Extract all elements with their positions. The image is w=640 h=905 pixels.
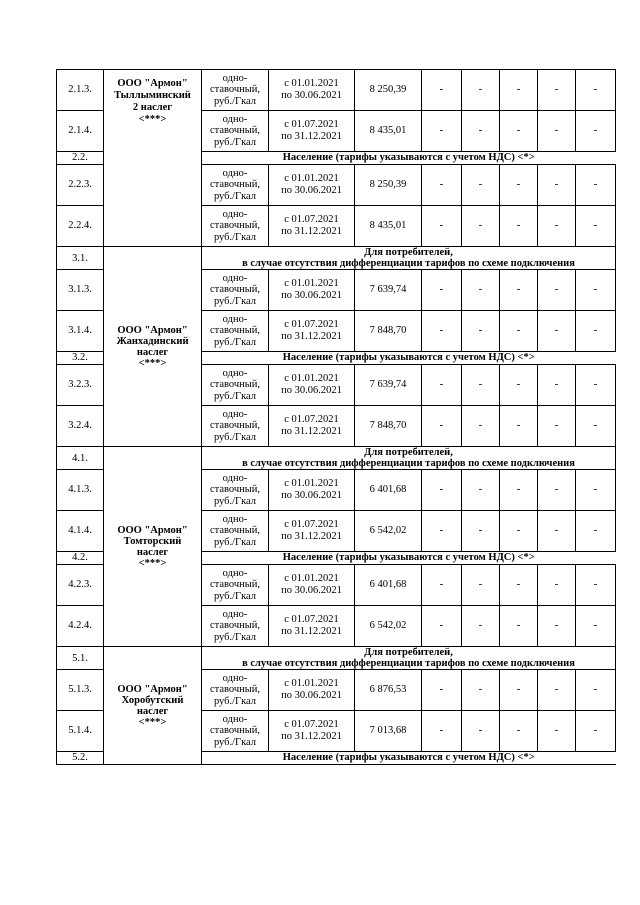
line: ставочный, xyxy=(209,525,261,537)
dash-cell: - xyxy=(462,511,500,552)
price: 6 542,02 xyxy=(355,606,422,647)
tariff-type xyxy=(202,670,269,711)
row-number: 5.1.4. xyxy=(57,711,104,752)
tariff-type xyxy=(202,606,269,647)
price: 8 435,01 xyxy=(355,206,422,247)
line: ставочный, xyxy=(209,579,261,591)
line: одно- xyxy=(222,272,248,284)
dash-cell: - xyxy=(576,670,616,711)
line: одно- xyxy=(222,167,248,179)
line: руб./Гкал xyxy=(213,590,257,602)
line: ООО "Армон" xyxy=(117,78,188,89)
row-number: 3.2.3. xyxy=(57,365,104,406)
tariff-type xyxy=(202,270,269,311)
organization-name xyxy=(104,447,202,647)
dash-cell: - xyxy=(422,511,462,552)
line: руб./Гкал xyxy=(213,736,257,748)
row-number: 3.1.3. xyxy=(57,270,104,311)
line: Жанхадинский xyxy=(116,335,189,347)
row-number: 2.2.3. xyxy=(57,165,104,206)
dash-cell: - xyxy=(538,406,576,447)
price: 8 250,39 xyxy=(355,165,422,206)
line: руб./Гкал xyxy=(213,336,257,348)
line: одно- xyxy=(222,208,248,220)
dash-cell: - xyxy=(538,711,576,752)
dash-cell: - xyxy=(422,470,462,511)
row-number: 2.1.4. xyxy=(57,111,104,152)
consumers-header xyxy=(202,647,616,670)
line: ставочный, xyxy=(209,220,261,232)
dash-cell: - xyxy=(576,511,616,552)
line: по 31.12.2021 xyxy=(281,731,342,742)
price: 7 013,68 xyxy=(355,711,422,752)
period xyxy=(269,406,355,447)
consumers-row xyxy=(57,247,616,270)
tariff-type xyxy=(202,565,269,606)
line: с 01.01.2021 xyxy=(284,478,339,490)
line: с 01.07.2021 xyxy=(284,319,339,331)
price: 7 639,74 xyxy=(355,365,422,406)
dash-cell: - xyxy=(500,606,538,647)
dash-cell: - xyxy=(462,270,500,311)
dash-cell: - xyxy=(576,365,616,406)
price: 6 401,68 xyxy=(355,470,422,511)
consumers-row xyxy=(57,647,616,670)
line: с 01.07.2021 xyxy=(284,614,339,626)
dash-cell: - xyxy=(422,111,462,152)
row-number: 3.1. xyxy=(57,247,104,270)
dash-cell: - xyxy=(576,470,616,511)
line: Тыллыминский xyxy=(114,90,191,101)
line: с 01.01.2021 xyxy=(284,78,339,90)
tariff-type xyxy=(202,165,269,206)
line: руб./Гкал xyxy=(213,95,257,107)
dash-cell: - xyxy=(538,70,576,111)
consumers-header xyxy=(202,447,616,470)
line: с 01.07.2021 xyxy=(284,119,339,131)
dash-cell: - xyxy=(576,711,616,752)
dash-cell: - xyxy=(422,270,462,311)
price: 8 250,39 xyxy=(355,70,422,111)
line: <***> xyxy=(138,114,167,125)
price: 6 401,68 xyxy=(355,565,422,606)
dash-cell: - xyxy=(576,206,616,247)
line: по 30.06.2021 xyxy=(281,490,342,501)
line: <***> xyxy=(138,557,167,569)
period xyxy=(269,470,355,511)
dash-cell: - xyxy=(538,311,576,352)
dash-cell: - xyxy=(422,206,462,247)
line: в случае отсутствия дифференциации тарифов по схеме подключения xyxy=(242,658,575,669)
tariff-type xyxy=(202,365,269,406)
line: одно- xyxy=(222,472,248,484)
line: в случае отсутствия дифференциации тарифов по схеме подключения xyxy=(242,258,575,269)
dash-cell: - xyxy=(538,206,576,247)
row-number: 5.1.3. xyxy=(57,670,104,711)
line: с 01.01.2021 xyxy=(284,573,339,585)
dash-cell: - xyxy=(500,165,538,206)
dash-cell: - xyxy=(538,111,576,152)
period xyxy=(269,165,355,206)
line: одно- xyxy=(222,672,248,684)
line: с 01.01.2021 xyxy=(284,278,339,290)
tariff-table xyxy=(56,69,616,765)
line: 2 наслег xyxy=(132,102,173,113)
dash-cell: - xyxy=(500,70,538,111)
line: одно- xyxy=(222,113,248,125)
line: наслег xyxy=(136,546,169,558)
line: по 31.12.2021 xyxy=(281,226,342,237)
period xyxy=(269,111,355,152)
organization-name xyxy=(104,70,202,247)
row-number: 5.1. xyxy=(57,647,104,670)
dash-cell: - xyxy=(500,711,538,752)
line: Для потребителей, xyxy=(364,247,453,258)
line: по 31.12.2021 xyxy=(281,131,342,142)
price: 7 848,70 xyxy=(355,406,422,447)
line: ставочный, xyxy=(209,420,261,432)
dash-cell: - xyxy=(462,365,500,406)
tariff-type xyxy=(202,206,269,247)
line: одно- xyxy=(222,313,248,325)
line: по 31.12.2021 xyxy=(281,426,342,437)
dash-cell: - xyxy=(422,165,462,206)
dash-cell: - xyxy=(462,111,500,152)
consumers-header xyxy=(202,247,616,270)
line: одно- xyxy=(222,408,248,420)
period xyxy=(269,70,355,111)
dash-cell: - xyxy=(500,470,538,511)
line: руб./Гкал xyxy=(213,536,257,548)
line: по 31.12.2021 xyxy=(281,626,342,637)
line: руб./Гкал xyxy=(213,390,257,402)
dash-cell: - xyxy=(500,511,538,552)
line: руб./Гкал xyxy=(213,295,257,307)
line: одно- xyxy=(222,72,248,84)
dash-cell: - xyxy=(500,270,538,311)
table-row xyxy=(57,70,616,111)
line: с 01.07.2021 xyxy=(284,519,339,531)
line: ставочный, xyxy=(209,325,261,337)
row-number: 5.2. xyxy=(57,752,104,765)
dash-cell: - xyxy=(500,111,538,152)
line: ставочный, xyxy=(209,179,261,191)
dash-cell: - xyxy=(576,565,616,606)
dash-cell: - xyxy=(462,311,500,352)
period xyxy=(269,711,355,752)
period xyxy=(269,270,355,311)
row-number: 2.2. xyxy=(57,152,104,165)
line: руб./Гкал xyxy=(213,631,257,643)
row-number: 4.1.4. xyxy=(57,511,104,552)
line: в случае отсутствия дифференциации тарифов по схеме подключения xyxy=(242,458,575,469)
period xyxy=(269,511,355,552)
dash-cell: - xyxy=(538,470,576,511)
line: ставочный, xyxy=(209,284,261,296)
dash-cell: - xyxy=(538,365,576,406)
dash-cell: - xyxy=(422,311,462,352)
tariff-type xyxy=(202,406,269,447)
dash-cell: - xyxy=(576,165,616,206)
tariff-type xyxy=(202,111,269,152)
dash-cell: - xyxy=(576,111,616,152)
line: ставочный, xyxy=(209,84,261,96)
period xyxy=(269,365,355,406)
line: одно- xyxy=(222,567,248,579)
line: с 01.07.2021 xyxy=(284,414,339,426)
dash-cell: - xyxy=(462,70,500,111)
price: 7 639,74 xyxy=(355,270,422,311)
price: 6 876,53 xyxy=(355,670,422,711)
line: по 31.12.2021 xyxy=(281,331,342,342)
row-number: 2.1.3. xyxy=(57,70,104,111)
dash-cell: - xyxy=(538,670,576,711)
line: одно- xyxy=(222,608,248,620)
organization-name xyxy=(104,647,202,765)
row-number: 4.2. xyxy=(57,552,104,565)
line: ставочный, xyxy=(209,620,261,632)
line: ставочный, xyxy=(209,484,261,496)
dash-cell: - xyxy=(576,606,616,647)
dash-cell: - xyxy=(462,165,500,206)
dash-cell: - xyxy=(462,406,500,447)
dash-cell: - xyxy=(462,206,500,247)
dash-cell: - xyxy=(462,565,500,606)
price: 7 848,70 xyxy=(355,311,422,352)
line: ООО "Армон" xyxy=(117,524,188,536)
row-number: 4.2.4. xyxy=(57,606,104,647)
line: одно- xyxy=(222,713,248,725)
line: <***> xyxy=(138,357,167,369)
line: по 30.06.2021 xyxy=(281,90,342,101)
dash-cell: - xyxy=(500,206,538,247)
row-number: 3.2.4. xyxy=(57,406,104,447)
line: Хоробутский xyxy=(121,694,184,706)
dash-cell: - xyxy=(538,165,576,206)
dash-cell: - xyxy=(500,565,538,606)
line: ООО "Армон" xyxy=(117,324,188,336)
row-number: 4.2.3. xyxy=(57,565,104,606)
dash-cell: - xyxy=(538,511,576,552)
dash-cell: - xyxy=(500,311,538,352)
price: 8 435,01 xyxy=(355,111,422,152)
dash-cell: - xyxy=(422,70,462,111)
line: одно- xyxy=(222,513,248,525)
dash-cell: - xyxy=(576,406,616,447)
line: руб./Гкал xyxy=(213,431,257,443)
period xyxy=(269,670,355,711)
line: с 01.01.2021 xyxy=(284,173,339,185)
dash-cell: - xyxy=(422,406,462,447)
dash-cell: - xyxy=(462,670,500,711)
dash-cell: - xyxy=(538,606,576,647)
row-number: 4.1.3. xyxy=(57,470,104,511)
line: руб./Гкал xyxy=(213,495,257,507)
population-header: Население (тарифы указываются с учетом НДС) <*> xyxy=(202,352,616,365)
line: с 01.07.2021 xyxy=(284,719,339,731)
line: по 30.06.2021 xyxy=(281,385,342,396)
dash-cell: - xyxy=(576,70,616,111)
row-number: 3.2. xyxy=(57,352,104,365)
tariff-type xyxy=(202,711,269,752)
line: <***> xyxy=(138,716,167,728)
dash-cell: - xyxy=(500,365,538,406)
line: ставочный, xyxy=(209,125,261,137)
period xyxy=(269,311,355,352)
tariff-type xyxy=(202,511,269,552)
price: 6 542,02 xyxy=(355,511,422,552)
dash-cell: - xyxy=(422,606,462,647)
dash-cell: - xyxy=(422,670,462,711)
line: одно- xyxy=(222,367,248,379)
row-number: 3.1.4. xyxy=(57,311,104,352)
row-number: 2.2.4. xyxy=(57,206,104,247)
line: Томторский xyxy=(123,535,182,547)
line: наслег xyxy=(136,705,169,717)
dash-cell: - xyxy=(500,406,538,447)
row-number: 4.1. xyxy=(57,447,104,470)
period xyxy=(269,206,355,247)
consumers-row xyxy=(57,447,616,470)
line: руб./Гкал xyxy=(213,695,257,707)
line: руб./Гкал xyxy=(213,190,257,202)
dash-cell: - xyxy=(462,606,500,647)
tariff-type xyxy=(202,470,269,511)
tariff-type xyxy=(202,311,269,352)
population-header: Население (тарифы указываются с учетом НДС) <*> xyxy=(202,752,616,765)
dash-cell: - xyxy=(462,470,500,511)
dash-cell: - xyxy=(576,270,616,311)
line: с 01.01.2021 xyxy=(284,678,339,690)
dash-cell: - xyxy=(538,270,576,311)
population-header: Население (тарифы указываются с учетом НДС) <*> xyxy=(202,552,616,565)
line: ставочный, xyxy=(209,684,261,696)
line: Для потребителей, xyxy=(364,447,453,458)
dash-cell: - xyxy=(576,311,616,352)
line: с 01.07.2021 xyxy=(284,214,339,226)
period xyxy=(269,565,355,606)
line: с 01.01.2021 xyxy=(284,373,339,385)
line: Для потребителей, xyxy=(364,647,453,658)
dash-cell: - xyxy=(500,670,538,711)
line: по 30.06.2021 xyxy=(281,585,342,596)
period xyxy=(269,606,355,647)
tariff-type xyxy=(202,70,269,111)
line: по 31.12.2021 xyxy=(281,531,342,542)
dash-cell: - xyxy=(422,365,462,406)
dash-cell: - xyxy=(538,565,576,606)
line: ставочный, xyxy=(209,379,261,391)
line: по 30.06.2021 xyxy=(281,290,342,301)
dash-cell: - xyxy=(422,711,462,752)
line: ООО "Армон" xyxy=(117,683,188,695)
line: ставочный, xyxy=(209,725,261,737)
line: по 30.06.2021 xyxy=(281,690,342,701)
population-header: Население (тарифы указываются с учетом НДС) <*> xyxy=(202,152,616,165)
line: наслег xyxy=(136,346,169,358)
line: руб./Гкал xyxy=(213,136,257,148)
line: по 30.06.2021 xyxy=(281,185,342,196)
dash-cell: - xyxy=(422,565,462,606)
dash-cell: - xyxy=(462,711,500,752)
organization-name xyxy=(104,247,202,447)
line: руб./Гкал xyxy=(213,231,257,243)
